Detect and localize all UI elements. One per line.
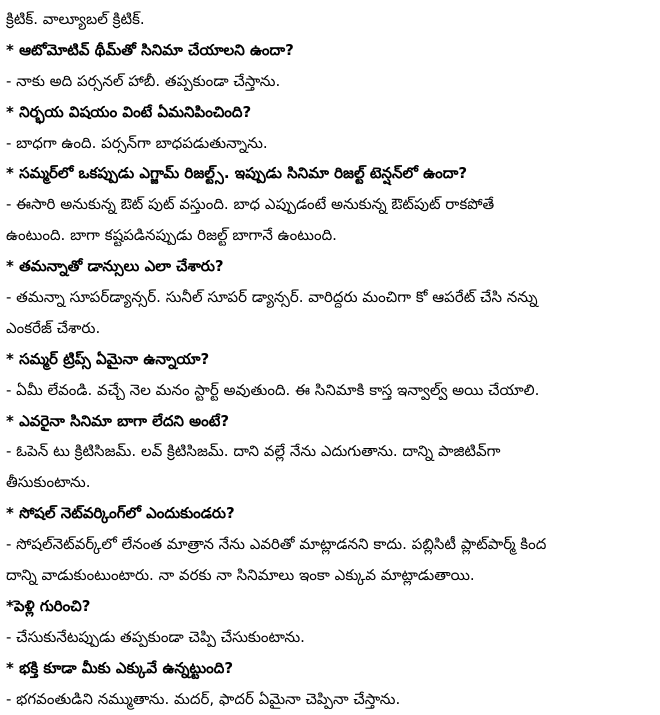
answer-automotive-theme: - నాకు అది పర్సనల్ హాబీ. తప్పకుండా చేస్తాను.: [6, 71, 281, 90]
answer-marriage: - చేసుకునేటప్పుడు తప్పకుండా చెప్పి చేసుకుంటాను.: [6, 627, 305, 646]
question-tamanna-dance: * తమన్నాతో డాన్సులు ఎలా చేశారు?: [6, 257, 224, 276]
answer-devotion: - భగవంతుడిని నమ్ముతాను. మదర్, ఫాదర్ ఏమైనా చెప్పినా చేస్తాను.: [6, 689, 401, 708]
question-social-networking: * సోషల్ నెట్‌వర్కింగ్‌లో ఎందుకుండరు?: [6, 504, 235, 523]
answer-social-networking-line-1: - సోషల్‌నెట్‌వర్క్‌లో లేనంత మాత్రాన నేను ఎవరితో మాట్లాడనని కాదు. పబ్లిసిటీ ప్లాట్‌పార్మ్ కింద: [6, 535, 547, 554]
question-summer-trips: * సమ్మర్ ట్రిప్స్ ఏమైనా ఉన్నాయా?: [6, 349, 210, 368]
answer-social-networking-line-2: దాన్ని వాడుకుంటుంటారు. నా వరకు నా సినిమాలు ఇంకా ఎక్కువ మాట్లాడుతాయి.: [6, 566, 475, 585]
answer-nirbhaya: - బాధగా ఉంది. పర్సన్‌గా బాధపడుతున్నాను.: [6, 133, 268, 152]
answer-summer-results-line-2: ఉంటుంది. బాగా కష్టపడినప్పుడు రిజల్ట్ బాగానే ఉంటుంది.: [6, 226, 337, 245]
answer-tamanna-dance-line-2: ఎంకరేజ్ చేశారు.: [6, 318, 101, 337]
answer-criticism-line-1: - ఓపెన్ టు క్రిటిసిజమ్. లవ్ క్రిటిసిజమ్. దాని వల్లే నేను ఎదుగుతాను. దాన్ని పాజిటివ్‌గా: [6, 442, 501, 461]
question-automotive-theme: * ఆటోమోటివ్ థీమ్‌తో సినిమా చేయాలని ఉందా?: [6, 40, 294, 59]
answer-summer-trips: - ఏమీ లేవండి. వచ్చే నెల మనం స్టార్ట్ అవుతుంది. ఈ సినిమాకి కాస్త ఇన్వాల్వ్ అయి చేయాలి.: [6, 380, 540, 399]
answer-tamanna-dance-line-1: - తమన్నా సూపర్‌డ్యాన్సర్. సునీల్ సూపర్ డ్యాన్సర్. వారిద్దరు మంచిగా కో ఆపరేట్ చేసి నన్ను: [6, 288, 538, 307]
interview-article: [6, 4, 656, 714]
question-nirbhaya: * నిర్భయ విషయం వింటే ఏమనిపించింది?: [6, 102, 252, 121]
answer-summer-results-line-1: - ఈసారి అనుకున్న ఔట్ పుట్ వస్తుంది. బాధ ఎప్పుడంటే అనుకున్న ఔట్‌పుట్ రాకపోతే: [6, 195, 495, 214]
answer-continuation-text: క్రిటిక్. వాల్యూబల్ క్రిటిక్.: [6, 10, 145, 28]
question-criticism: * ఎవరైనా సినిమా బాగా లేదని అంటే?: [6, 411, 230, 430]
question-devotion: * భక్తి కూడా మీకు ఎక్కువే ఉన్నట్టుంది?: [6, 658, 234, 677]
question-marriage: *పెళ్లి గురించి?: [6, 596, 91, 615]
answer-criticism-line-2: తీసుకుంటాను.: [6, 473, 91, 492]
question-summer-results: * సమ్మర్‌లో ఒకప్పుడు ఎగ్జామ్ రిజల్ట్స్. ఇప్పుడు సినిమా రిజల్ట్ టెన్షన్‌లో ఉందా?: [6, 164, 468, 183]
